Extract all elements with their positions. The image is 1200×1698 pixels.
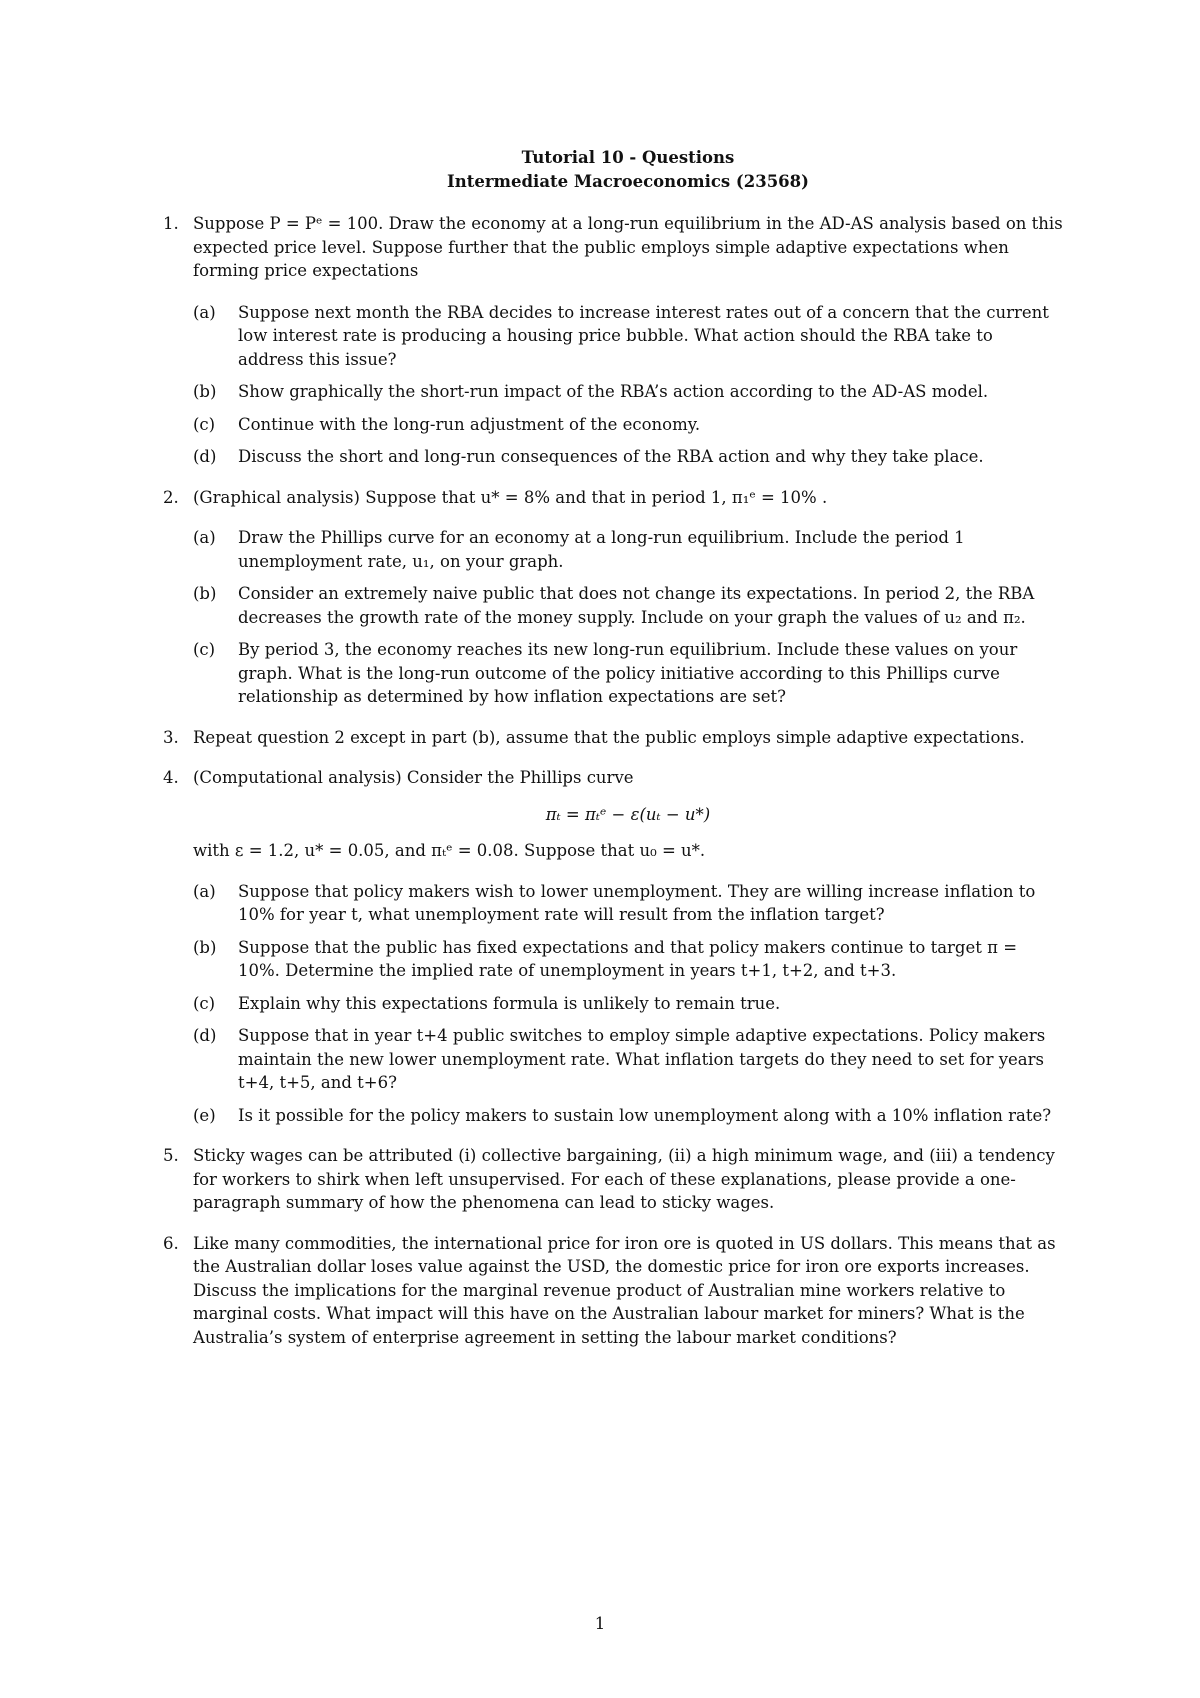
- part-label: (d): [193, 447, 217, 466]
- question-2b: [193, 582, 1063, 629]
- question-text: Repeat question 2 except in part (b), assume that the public employs simple adaptive expectations.: [193, 727, 1025, 747]
- question-2a: [193, 526, 1063, 573]
- part-text: Suppose next month the RBA decides to increase interest rates out of a concern that the current low interest rate is producing a housing price bubble. What action should the RBA take to address this issue?: [238, 302, 1049, 369]
- question-number: 5.: [163, 1146, 179, 1165]
- question-4: [163, 766, 1063, 1127]
- question-4b: [193, 936, 1063, 983]
- question-text: (Graphical analysis) Suppose that u* = 8% and that in period 1, π₁ᵉ = 10% .: [193, 487, 828, 507]
- question-text: Suppose P = Pᵉ = 100. Draw the economy at a long-run equilibrium in the AD-AS analysis based on this expected price level. Suppose further that the public employs simple adaptive expectations when forming price expectations: [193, 214, 1063, 280]
- question-text: Sticky wages can be attributed (i) collective bargaining, (ii) a high minimum wage, and (iii) a tendency for workers to shirk when left unsupervised. For each of these explanations, please provide a one-paragraph summary of how the phenomena can lead to sticky wages.: [193, 1146, 1055, 1212]
- question-1b: [193, 380, 1063, 404]
- part-label: (b): [193, 584, 217, 603]
- question-3: [163, 726, 1063, 750]
- question-1a: [193, 301, 1063, 372]
- question-1c: [193, 413, 1063, 437]
- part-text: Suppose that in year t+4 public switches to employ simple adaptive expectations. Policy makers maintain the new lower unemployment rate. What inflation targets do they need to set for years t+4, t+5, and t+6?: [238, 1026, 1046, 1092]
- part-text: Show graphically the short-run impact of the RBA’s action according to the AD-AS model.: [238, 382, 989, 401]
- part-text: Consider an extremely naive public that does not change its expectations. In period 2, the RBA decreases the growth rate of the money supply. Include on your graph the values of u₂ and π₂.: [238, 584, 1035, 627]
- question-number: 3.: [163, 727, 179, 747]
- part-text: Suppose that the public has fixed expectations and that policy makers continue to target π = 10%. Determine the implied rate of unemployment in years t+1, t+2, and t+3.: [238, 937, 1018, 980]
- title-line-2: Intermediate Macroeconomics (23568): [447, 172, 809, 191]
- question-1d: [193, 445, 1063, 469]
- part-text: Suppose that policy makers wish to lower unemployment. They are willing increase inflation to 10% for year t, what unemployment rate will result from the inflation target?: [238, 881, 1036, 924]
- part-label: (a): [193, 302, 216, 322]
- part-text: Is it possible for the policy makers to sustain low unemployment along with a 10% inflation rate?: [238, 1105, 1052, 1125]
- question-4a: [193, 880, 1063, 927]
- equation-parameters: with ε = 1.2, u* = 0.05, and πₜᵉ = 0.08. Suppose that u₀ = u*.: [193, 841, 706, 860]
- part-label: (a): [193, 528, 216, 547]
- title-line-1: Tutorial 10 - Questions: [521, 148, 735, 167]
- question-number: 1.: [163, 214, 179, 233]
- question-5: [163, 1144, 1063, 1215]
- part-label: (c): [193, 414, 216, 434]
- part-label: (b): [193, 382, 217, 401]
- part-label: (e): [193, 1105, 216, 1125]
- question-6: [163, 1232, 1063, 1350]
- document-title: [193, 146, 1063, 194]
- part-label: (c): [193, 993, 216, 1013]
- question-number: 4.: [163, 768, 179, 787]
- part-label: (a): [193, 881, 216, 901]
- question-number: 2.: [163, 487, 179, 507]
- question-2: [163, 486, 1063, 709]
- part-label: (d): [193, 1026, 217, 1045]
- part-text: By period 3, the economy reaches its new long-run equilibrium. Include these values on your graph. What is the long-run outcome of the policy initiative according to this Phillips curve relationship as determined by how inflation expectations are set?: [238, 640, 1018, 706]
- phillips-curve-equation: πₜ = πₜᵉ − ε(uₜ − u*): [545, 804, 711, 824]
- question-number: 6.: [163, 1233, 179, 1253]
- question-text: Like many commodities, the international price for iron ore is quoted in US dollars. This means that as the Australian dollar loses value against the USD, the domestic price for iron ore exports increases. Discuss the implications for the marginal revenue product of Australian mine workers relative to marginal costs. What impact will this have on the Australian labour market for miners? What is the Australia’s system of enterprise agreement in setting the labour market conditions?: [193, 1233, 1056, 1347]
- question-4c: [193, 992, 1063, 1016]
- part-text: Discuss the short and long-run consequences of the RBA action and why they take place.: [238, 447, 984, 466]
- question-2c: [193, 638, 1063, 709]
- part-label: (c): [193, 640, 216, 659]
- question-4d: [193, 1024, 1063, 1095]
- question-4e: [193, 1104, 1063, 1128]
- part-text: Continue with the long-run adjustment of the economy.: [238, 414, 701, 434]
- part-label: (b): [193, 937, 217, 957]
- document-page: [163, 146, 1063, 1349]
- part-text: Draw the Phillips curve for an economy at a long-run equilibrium. Include the period 1 unemployment rate, u₁, on your graph.: [238, 528, 965, 571]
- question-1: [163, 212, 1063, 469]
- question-text: (Computational analysis) Consider the Phillips curve: [193, 768, 634, 787]
- page-number: 1: [594, 1614, 606, 1633]
- part-text: Explain why this expectations formula is unlikely to remain true.: [238, 993, 781, 1013]
